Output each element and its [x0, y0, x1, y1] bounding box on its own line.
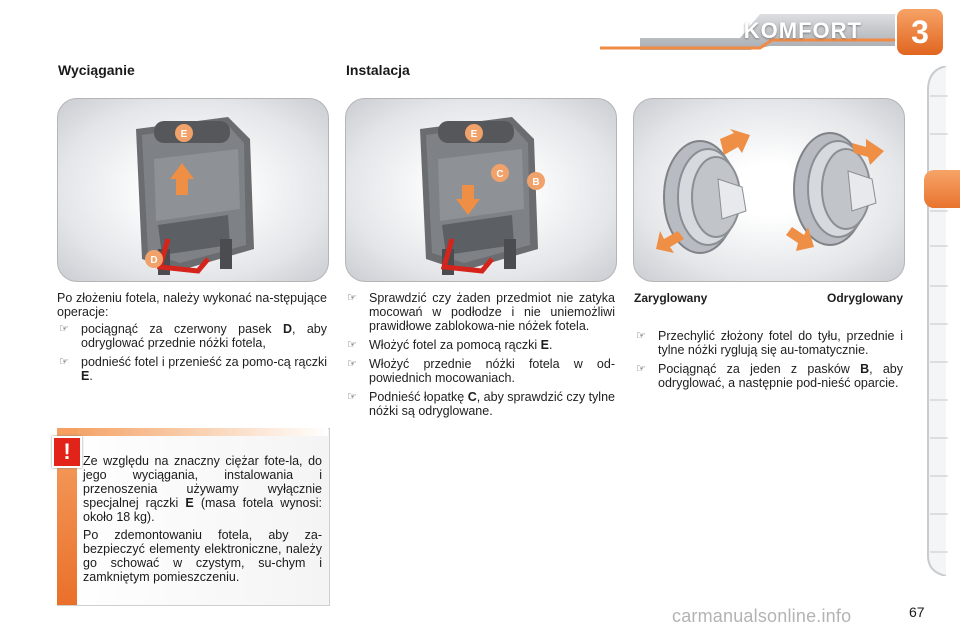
- chapter-tab-active[interactable]: [924, 170, 960, 208]
- watermark: carmanualsonline.info: [672, 606, 852, 626]
- installation-text: [345, 291, 615, 423]
- locking-text: [634, 291, 903, 395]
- bullet-icon: ☞: [347, 339, 357, 351]
- list-item: ☞ podnieść fotel i przenieść za pomo-cą rączki E.: [59, 355, 327, 383]
- page-number: 67: [909, 604, 925, 620]
- removal-heading: Wyciąganie: [58, 62, 135, 78]
- label-unlocked: Odryglowany: [826, 291, 903, 305]
- label-C: C: [496, 169, 504, 180]
- bullet-icon: ☞: [59, 356, 69, 368]
- bullet-icon: ☞: [636, 330, 646, 342]
- list-item: ☞ Pociągnąć za jeden z pasków B, aby odryglować, a następnie pod-nieść oparcie.: [636, 362, 903, 390]
- chapter-number: 3: [911, 14, 929, 50]
- bullet-icon: ☞: [347, 292, 357, 304]
- list-item: ☞ Przechylić złożony fotel do tyłu, przednie i tylne nóżki ryglują się au-tomatycznie.: [636, 329, 903, 357]
- bullet-icon: ☞: [347, 358, 357, 370]
- removal-intro: Po złożeniu fotela, należy wykonać na-stępujące operacje:: [57, 291, 327, 319]
- lock-state-labels: [634, 291, 903, 305]
- list-item: ☞ pociągnąć za czerwony pasek D, aby odryglować przednie nóżki fotela,: [59, 322, 327, 350]
- seat-graphic: [420, 117, 538, 275]
- warning-text: [83, 454, 322, 587]
- label-D: D: [150, 255, 158, 266]
- list-item: ☞ Włożyć przednie nóżki fotela w od-powiednich mocowaniach.: [347, 357, 615, 385]
- bullet-icon: ☞: [59, 323, 69, 335]
- chapter-title: KOMFORT: [743, 18, 862, 43]
- list-item: ☞ Sprawdzić czy żaden przedmiot nie zatyka mocowań w podłodze i nie uniemożliwi prawidłowe zablokowa-nie nóżek fotela.: [347, 291, 615, 333]
- warning-icon: !: [52, 436, 82, 468]
- installation-illustration: [345, 98, 617, 282]
- warning-top-band: [57, 428, 328, 436]
- label-B: B: [532, 177, 540, 188]
- label-E: E: [470, 129, 478, 140]
- bullet-icon: ☞: [636, 363, 646, 375]
- list-item: ☞ Podnieść łopatkę C, aby sprawdzić czy tylne nóżki są odryglowane.: [347, 390, 615, 418]
- installation-heading: Instalacja: [346, 62, 410, 78]
- arrow-icon: [720, 129, 750, 155]
- list-item: ☞ Włożyć fotel za pomocą rączki E.: [347, 338, 553, 352]
- label-E: E: [180, 129, 188, 140]
- locking-illustration: [633, 98, 905, 282]
- label-locked: Zaryglowany: [634, 291, 708, 305]
- removal-text: [57, 291, 327, 388]
- chapter-rail: [926, 66, 948, 576]
- bullet-icon: ☞: [347, 391, 357, 403]
- warning-paragraph: Ze względu na znaczny ciężar fote-la, do jego wyciągania, instalowania i przenoszenia używamy wyłącznie specjalnej rączki E (masa fotela wynosi: około 18 kg).: [83, 454, 322, 524]
- warning-paragraph: Po zdemontowaniu fotela, aby za-bezpieczyć elementy elektroniczne, należy go schować w czystym, su-chym i zamkniętym pomieszczeniu.: [83, 528, 322, 584]
- removal-illustration: [57, 98, 329, 282]
